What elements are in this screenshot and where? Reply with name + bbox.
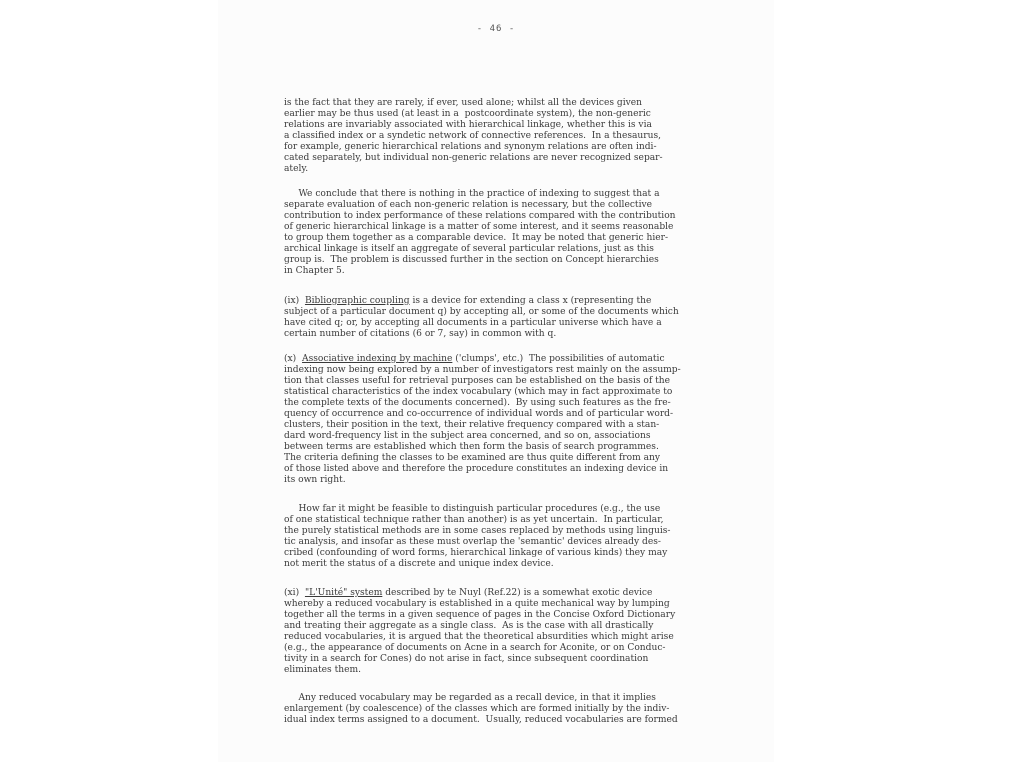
text-line: is the fact that they are rarely, if ever, used alone; whilst all the devices given [284,98,643,108]
text-line: statistical characteristics of the index vocabulary (which may in fact approximate to [284,387,673,397]
text-line: ately. [284,164,309,174]
item-label: (ix) [284,296,300,306]
text-line: We conclude that there is nothing in the practice of indexing to suggest that a [284,189,660,199]
text-line: relations are invariably associated with hierarchical linkage, whether this is via [284,120,652,130]
text-line: for example, generic hierarchical relations and synonym relations are often indi- [284,142,657,152]
text-line: together all the terms in a given sequence of pages in the Concise Oxford Dictionary [284,610,676,620]
item-text: ('clumps', etc.) The possibilities of automatic [452,354,665,364]
item-text: described by te Nuyl (Ref.22) is a somewhat exotic device [382,588,653,598]
page-number: - 46 - [476,24,516,34]
text-line: and treating their aggregate as a single class. As is the case with all drastically [284,621,654,631]
text-line: enlargement (by coalescence) of the classes which are formed initially by the indiv- [284,704,670,714]
item-text: is a device for extending a class x (representing the [409,296,652,306]
text-line: quency of occurrence and co-occurrence of individual words and of particular word- [284,409,674,419]
item-term: Associative indexing by machine [302,354,453,364]
item-term: Bibliographic coupling [304,296,410,306]
text-line: subject of a particular document q) by accepting all, or some of the documents which [284,307,679,317]
text-line: a classified index or a syndetic network of connective references. In a thesaurus, [284,131,662,141]
text-line [284,296,651,307]
text-line: How far it might be feasible to distinguish particular procedures (e.g., the use [284,504,661,514]
text-line: whereby a reduced vocabulary is established in a quite mechanical way by lumping [284,599,670,609]
text-line: reduced vocabularies, it is argued that the theoretical absurdities which might arise [284,632,674,642]
text-line: cated separately, but individual non-generic relations are never recognized separ- [284,153,663,163]
text-line: Any reduced vocabulary may be regarded as a recall device, in that it implies [284,693,656,703]
text-line: tivity in a search for Cones) do not arise in fact, since subsequent coordination [284,654,649,664]
text-line: eliminates them. [284,665,362,675]
text-line: contribution to index performance of these relations compared with the contribution [284,211,676,221]
text-line: earlier may be thus used (at least in a postcoordinate system), the non-generic [284,109,651,119]
text-line: tic analysis, and insofar as these must overlap the 'semantic' devices already des- [284,537,661,547]
text-line: The criteria defining the classes to be examined are thus quite different from any [284,453,661,463]
text-line: not merit the status of a discrete and unique index device. [284,559,554,569]
text-line: group is. The problem is discussed further in the section on Concept hierarchies [284,255,659,265]
document-page [218,0,774,762]
text-line: tion that classes useful for retrieval purposes can be established on the basis of the [284,376,671,386]
text-line: between terms are established which then form the basis of search programmes. [284,442,659,452]
text-line [284,354,665,365]
item-label: (xi) [284,588,300,598]
text-line: the complete texts of the documents concerned). By using such features as the fre- [284,398,671,408]
text-line: the purely statistical methods are in some cases replaced by methods using linguis- [284,526,671,536]
text-line [284,588,652,599]
item-term: "L'Unité" system [304,588,383,598]
text-line: clusters, their position in the text, their relative frequency compared with a stan- [284,420,660,430]
text-line: in Chapter 5. [284,266,345,276]
text-line: (e.g., the appearance of documents on Acne in a search for Aconite, or on Conduc- [284,643,666,653]
text-line: cribed (confounding of word forms, hierarchical linkage of various kinds) they may [284,548,668,558]
text-line: of generic hierarchical linkage is a matter of some interest, and it seems reasonable [284,222,674,232]
text-line: to group them together as a comparable device. It may be noted that generic hier- [284,233,669,243]
text-line: dard word-frequency list in the subject area concerned, and so on, associations [284,431,651,441]
text-line: certain number of citations (6 or 7, say) in common with q. [284,329,557,339]
text-line: archical linkage is itself an aggregate of several particular relations, just as this [284,244,654,254]
text-line: of one statistical technique rather than another) is as yet uncertain. In particular, [284,515,664,525]
item-label: (x) [284,354,297,364]
text-line: of those listed above and therefore the procedure constitutes an indexing device in [284,464,669,474]
text-line: indexing now being explored by a number of investigators rest mainly on the assump- [284,365,681,375]
text-line: its own right. [284,475,346,485]
text-line: separate evaluation of each non-generic relation is necessary, but the collective [284,200,652,210]
text-line: have cited q; or, by accepting all documents in a particular universe which have a [284,318,662,328]
text-line: idual index terms assigned to a document. Usually, reduced vocabularies are formed [284,715,678,725]
